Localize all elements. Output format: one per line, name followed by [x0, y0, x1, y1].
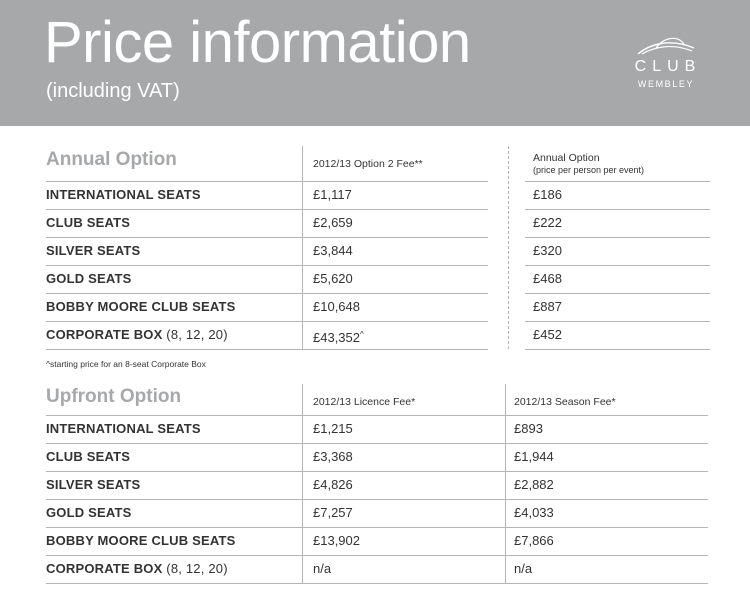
option2-fee-value [313, 181, 352, 209]
seat-type-suffix: (8, 12, 20) [162, 561, 228, 576]
table-row [0, 181, 750, 209]
club-wembley-logo [626, 34, 702, 94]
annual-fee-header: 2012/13 Option 2 Fee** [313, 158, 423, 170]
option2-fee-value [313, 209, 353, 237]
seat-type-name: CORPORATE BOX [46, 561, 163, 576]
row-rule-right [525, 349, 710, 350]
per-event-price-value: £887 [533, 299, 562, 314]
row-rule [46, 583, 708, 584]
table-row [0, 293, 750, 321]
table-row [0, 209, 750, 237]
season-fee-value: £7,866 [514, 533, 554, 548]
licence-fee-value: £13,902 [313, 533, 360, 548]
season-fee-value: £4,033 [514, 505, 554, 520]
table-row [0, 555, 750, 583]
seat-type-name: CORPORATE BOX [46, 327, 163, 342]
table-row [0, 443, 750, 471]
licence-fee-value: £4,826 [313, 477, 353, 492]
table-row [0, 499, 750, 527]
season-fee-value: £893 [514, 421, 543, 436]
licence-fee-value: n/a [313, 561, 332, 576]
per-event-price-value: £320 [533, 243, 562, 258]
option2-fee-value [313, 237, 353, 265]
row-rule [46, 349, 488, 350]
season-fee-value: £2,882 [514, 477, 554, 492]
upfront-licence-header: 2012/13 Licence Fee* [313, 396, 416, 408]
per-event-price-value: £452 [533, 327, 562, 342]
seat-type-name: SILVER SEATS [46, 243, 141, 258]
licence-fee-value: £7,257 [313, 505, 353, 520]
seat-type-label [46, 443, 130, 471]
seat-type-label [46, 237, 140, 265]
wembley-arch-icon [636, 34, 696, 56]
per-event-price-value: £186 [533, 187, 562, 202]
option2-fee-amount: £43,352 [313, 330, 360, 345]
option2-fee-amount: £3,844 [313, 243, 353, 258]
seat-type-label [46, 555, 228, 583]
option2-fee-value [313, 265, 353, 293]
licence-fee-value: £1,215 [313, 421, 353, 436]
seat-type-label [46, 181, 201, 209]
option2-fee-amount: £1,117 [313, 187, 352, 202]
season-fee-value: £1,944 [514, 449, 554, 464]
licence-fee-value: £3,368 [313, 449, 353, 464]
page-title: Price information [44, 10, 471, 75]
seat-type-name: INTERNATIONAL SEATS [46, 421, 201, 436]
annual-per-event-header-note: (price per person per event) [533, 165, 645, 175]
upfront-season-header: 2012/13 Season Fee* [514, 396, 616, 408]
seat-type-name: GOLD SEATS [46, 505, 132, 520]
seat-type-label [46, 415, 201, 443]
option2-fee-amount: £2,659 [313, 215, 353, 230]
page-subtitle: (including VAT) [46, 80, 180, 102]
annual-footnote: ^starting price for an 8-seat Corporate Box [46, 359, 206, 369]
seat-type-label [46, 527, 236, 555]
logo-club-text: CLUB [634, 58, 702, 75]
table-row [0, 527, 750, 555]
seat-type-label [46, 293, 236, 321]
seat-type-label [46, 471, 140, 499]
seat-type-name: SILVER SEATS [46, 477, 141, 492]
option2-fee-amount: £10,648 [313, 299, 360, 314]
table-row [0, 237, 750, 265]
table-row [0, 321, 750, 349]
seat-type-name: CLUB SEATS [46, 215, 131, 230]
seat-type-name: INTERNATIONAL SEATS [46, 187, 201, 202]
seat-type-suffix: (8, 12, 20) [162, 327, 228, 342]
per-event-price-value: £468 [533, 271, 562, 286]
annual-per-event-header-title: Annual Option [533, 152, 600, 164]
seat-type-label [46, 321, 228, 349]
option2-fee-value [313, 293, 360, 321]
footnote-mark: ^ [360, 330, 364, 339]
annual-per-event-header [533, 152, 644, 176]
table-row [0, 415, 750, 443]
season-fee-value: n/a [514, 561, 533, 576]
seat-type-name: BOBBY MOORE CLUB SEATS [46, 533, 236, 548]
seat-type-name: GOLD SEATS [46, 271, 132, 286]
seat-type-name: BOBBY MOORE CLUB SEATS [46, 299, 236, 314]
logo-wembley-text: WEMBLEY [637, 79, 695, 89]
upfront-option-title: Upfront Option [46, 386, 182, 407]
header-banner [0, 0, 750, 126]
per-event-price-value: £222 [533, 215, 562, 230]
table-row [0, 265, 750, 293]
seat-type-label [46, 265, 132, 293]
seat-type-name: CLUB SEATS [46, 449, 131, 464]
seat-type-label [46, 209, 130, 237]
table-row [0, 471, 750, 499]
annual-option-title: Annual Option [46, 149, 177, 170]
seat-type-label [46, 499, 132, 527]
option2-fee-value [313, 321, 364, 349]
option2-fee-amount: £5,620 [313, 271, 353, 286]
